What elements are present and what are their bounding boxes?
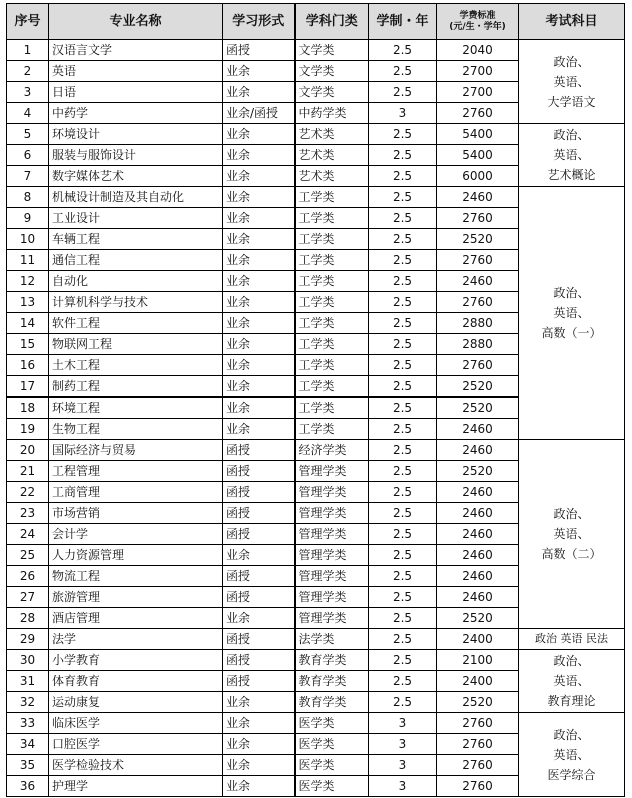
row-number: 11 [7, 250, 49, 271]
major-name: 酒店管理 [49, 608, 223, 629]
duration-years: 2.5 [369, 692, 437, 713]
tuition-fee: 2460 [437, 545, 519, 566]
tuition-fee: 2520 [437, 608, 519, 629]
major-name: 服装与服饰设计 [49, 145, 223, 166]
discipline-category: 管理学类 [295, 503, 369, 524]
exam-subject-line: 艺术概论 [547, 168, 596, 182]
table-container [6, 3, 625, 797]
duration-years: 2.5 [369, 587, 437, 608]
duration-years: 2.5 [369, 124, 437, 145]
discipline-category: 法学类 [295, 629, 369, 650]
tuition-fee: 2460 [437, 271, 519, 292]
tuition-fee: 2460 [437, 482, 519, 503]
study-mode: 函授 [223, 566, 295, 587]
tuition-fee: 2460 [437, 419, 519, 440]
major-name: 工业设计 [49, 208, 223, 229]
row-number: 18 [7, 397, 49, 419]
header-major: 专业名称 [49, 4, 223, 40]
exam-subjects [519, 40, 625, 124]
duration-years: 2.5 [369, 292, 437, 313]
tuition-fee: 2880 [437, 313, 519, 334]
major-name: 市场营销 [49, 503, 223, 524]
major-name: 自动化 [49, 271, 223, 292]
study-mode: 函授 [223, 629, 295, 650]
major-name: 环境设计 [49, 124, 223, 145]
major-name: 数字媒体艺术 [49, 166, 223, 187]
tuition-fee: 2760 [437, 755, 519, 776]
row-number: 10 [7, 229, 49, 250]
duration-years: 2.5 [369, 629, 437, 650]
study-mode: 业余 [223, 713, 295, 734]
discipline-category: 工学类 [295, 376, 369, 398]
duration-years: 2.5 [369, 397, 437, 419]
row-number: 23 [7, 503, 49, 524]
exam-subject-line: 大学语文 [547, 94, 596, 109]
discipline-category: 医学类 [295, 713, 369, 734]
discipline-category: 工学类 [295, 229, 369, 250]
major-name: 通信工程 [49, 250, 223, 271]
exam-subject-line: 高数（二） [541, 547, 602, 561]
row-number: 15 [7, 334, 49, 355]
tuition-fee: 2760 [437, 103, 519, 124]
tuition-fee: 2460 [437, 566, 519, 587]
row-number: 1 [7, 40, 49, 61]
exam-subject-line: 英语、 [553, 674, 590, 688]
study-mode: 函授 [223, 482, 295, 503]
row-number: 6 [7, 145, 49, 166]
row-number: 28 [7, 608, 49, 629]
major-name: 工程管理 [49, 461, 223, 482]
major-name: 运动康复 [49, 692, 223, 713]
discipline-category: 工学类 [295, 208, 369, 229]
row-number: 25 [7, 545, 49, 566]
row-number: 5 [7, 124, 49, 145]
row-number: 22 [7, 482, 49, 503]
duration-years: 2.5 [369, 524, 437, 545]
tuition-fee: 2700 [437, 82, 519, 103]
duration-years: 3 [369, 776, 437, 797]
row-number: 31 [7, 671, 49, 692]
study-mode: 函授 [223, 461, 295, 482]
row-number: 16 [7, 355, 49, 376]
major-name: 小学教育 [49, 650, 223, 671]
tuition-fee: 2700 [437, 61, 519, 82]
tuition-fee: 2760 [437, 292, 519, 313]
study-mode: 业余 [223, 61, 295, 82]
major-name: 国际经济与贸易 [49, 440, 223, 461]
duration-years: 2.5 [369, 229, 437, 250]
study-mode: 业余 [223, 776, 295, 797]
duration-years: 3 [369, 755, 437, 776]
tuition-fee: 2520 [437, 397, 519, 419]
study-mode: 业余 [223, 250, 295, 271]
row-number: 17 [7, 376, 49, 398]
header-mode: 学习形式 [223, 4, 295, 40]
major-name: 日语 [49, 82, 223, 103]
study-mode: 业余 [223, 397, 295, 419]
discipline-category: 中药学类 [295, 103, 369, 124]
exam-subject-line: 政治、 [553, 727, 590, 742]
study-mode: 业余 [223, 166, 295, 187]
study-mode: 业余 [223, 608, 295, 629]
exam-subject-line: 政治、 [553, 286, 590, 300]
discipline-category: 医学类 [295, 755, 369, 776]
major-name: 护理学 [49, 776, 223, 797]
discipline-category: 医学类 [295, 734, 369, 755]
table-row [7, 440, 625, 461]
study-mode: 业余 [223, 145, 295, 166]
duration-years: 2.5 [369, 461, 437, 482]
study-mode: 业余 [223, 355, 295, 376]
tuition-fee: 2520 [437, 229, 519, 250]
header-row [7, 4, 625, 40]
tuition-fee: 2760 [437, 776, 519, 797]
table-body [7, 40, 625, 797]
row-number: 12 [7, 271, 49, 292]
duration-years: 2.5 [369, 671, 437, 692]
discipline-category: 工学类 [295, 334, 369, 355]
exam-subject-line: 政治、 [553, 507, 590, 521]
exam-subject-line: 政治、 [553, 54, 590, 69]
discipline-category: 教育学类 [295, 671, 369, 692]
duration-years: 2.5 [369, 545, 437, 566]
discipline-category: 工学类 [295, 271, 369, 292]
row-number: 36 [7, 776, 49, 797]
study-mode: 业余 [223, 755, 295, 776]
table-row [7, 650, 625, 671]
exam-subjects [519, 629, 625, 650]
exam-subjects [519, 187, 625, 440]
tuition-fee: 5400 [437, 145, 519, 166]
study-mode: 函授 [223, 503, 295, 524]
discipline-category: 管理学类 [295, 524, 369, 545]
duration-years: 2.5 [369, 419, 437, 440]
study-mode: 函授 [223, 524, 295, 545]
study-mode: 业余 [223, 292, 295, 313]
discipline-category: 工学类 [295, 250, 369, 271]
duration-years: 2.5 [369, 566, 437, 587]
row-number: 27 [7, 587, 49, 608]
enrollment-table [6, 3, 625, 797]
discipline-category: 文学类 [295, 82, 369, 103]
study-mode: 业余 [223, 229, 295, 250]
duration-years: 2.5 [369, 145, 437, 166]
row-number: 33 [7, 713, 49, 734]
major-name: 环境工程 [49, 397, 223, 419]
exam-subject-line: 英语、 [553, 747, 590, 762]
study-mode: 业余 [223, 271, 295, 292]
discipline-category: 艺术类 [295, 166, 369, 187]
study-mode: 业余 [223, 419, 295, 440]
duration-years: 2.5 [369, 376, 437, 398]
major-name: 医学检验技术 [49, 755, 223, 776]
discipline-category: 文学类 [295, 40, 369, 61]
major-name: 土木工程 [49, 355, 223, 376]
tuition-fee: 2400 [437, 671, 519, 692]
row-number: 14 [7, 313, 49, 334]
row-number: 2 [7, 61, 49, 82]
major-name: 车辆工程 [49, 229, 223, 250]
duration-years: 2.5 [369, 250, 437, 271]
discipline-category: 艺术类 [295, 124, 369, 145]
duration-years: 2.5 [369, 208, 437, 229]
tuition-fee: 2040 [437, 40, 519, 61]
duration-years: 2.5 [369, 166, 437, 187]
discipline-category: 教育学类 [295, 650, 369, 671]
row-number: 4 [7, 103, 49, 124]
duration-years: 2.5 [369, 334, 437, 355]
major-name: 临床医学 [49, 713, 223, 734]
tuition-fee: 2760 [437, 713, 519, 734]
exam-subjects [519, 713, 625, 797]
discipline-category: 工学类 [295, 419, 369, 440]
major-name: 物流工程 [49, 566, 223, 587]
duration-years: 2.5 [369, 82, 437, 103]
study-mode: 函授 [223, 587, 295, 608]
study-mode: 业余 [223, 187, 295, 208]
study-mode: 业余 [223, 334, 295, 355]
major-name: 人力资源管理 [49, 545, 223, 566]
exam-subject-line: 政治、 [553, 128, 590, 142]
discipline-category: 工学类 [295, 187, 369, 208]
table-row [7, 40, 625, 61]
duration-years: 2.5 [369, 271, 437, 292]
exam-subjects [519, 440, 625, 629]
row-number: 34 [7, 734, 49, 755]
study-mode: 函授 [223, 440, 295, 461]
tuition-fee: 6000 [437, 166, 519, 187]
header-no: 序号 [7, 4, 49, 40]
study-mode: 业余/函授 [223, 103, 295, 124]
major-name: 软件工程 [49, 313, 223, 334]
discipline-category: 管理学类 [295, 587, 369, 608]
tuition-fee: 2460 [437, 587, 519, 608]
exam-subject-line: 英语、 [553, 306, 590, 320]
discipline-category: 经济学类 [295, 440, 369, 461]
row-number: 24 [7, 524, 49, 545]
duration-years: 3 [369, 713, 437, 734]
row-number: 26 [7, 566, 49, 587]
discipline-category: 工学类 [295, 313, 369, 334]
tuition-fee: 2760 [437, 734, 519, 755]
duration-years: 2.5 [369, 440, 437, 461]
row-number: 9 [7, 208, 49, 229]
discipline-category: 管理学类 [295, 461, 369, 482]
tuition-fee: 5400 [437, 124, 519, 145]
major-name: 物联网工程 [49, 334, 223, 355]
row-number: 32 [7, 692, 49, 713]
major-name: 法学 [49, 629, 223, 650]
major-name: 机械设计制造及其自动化 [49, 187, 223, 208]
discipline-category: 教育学类 [295, 692, 369, 713]
tuition-fee: 2400 [437, 629, 519, 650]
discipline-category: 管理学类 [295, 482, 369, 503]
duration-years: 2.5 [369, 503, 437, 524]
study-mode: 函授 [223, 650, 295, 671]
table-row [7, 629, 625, 650]
tuition-fee: 2460 [437, 524, 519, 545]
exam-subject-line: 政治、 [553, 654, 590, 668]
duration-years: 2.5 [369, 355, 437, 376]
study-mode: 函授 [223, 671, 295, 692]
exam-subject-line: 政治 英语 民法 [535, 632, 608, 645]
study-mode: 业余 [223, 313, 295, 334]
discipline-category: 管理学类 [295, 566, 369, 587]
header-subjects: 考试科目 [519, 4, 625, 40]
study-mode: 业余 [223, 376, 295, 398]
major-name: 中药学 [49, 103, 223, 124]
study-mode: 业余 [223, 124, 295, 145]
table-row [7, 124, 625, 145]
header-category: 学科门类 [295, 4, 369, 40]
duration-years: 2.5 [369, 608, 437, 629]
header-duration: 学制・年 [369, 4, 437, 40]
major-name: 制药工程 [49, 376, 223, 398]
row-number: 29 [7, 629, 49, 650]
study-mode: 业余 [223, 734, 295, 755]
table-row [7, 187, 625, 208]
tuition-fee: 2460 [437, 187, 519, 208]
row-number: 30 [7, 650, 49, 671]
row-number: 7 [7, 166, 49, 187]
row-number: 8 [7, 187, 49, 208]
exam-subject-line: 英语、 [553, 527, 590, 541]
duration-years: 2.5 [369, 187, 437, 208]
major-name: 计算机科学与技术 [49, 292, 223, 313]
major-name: 生物工程 [49, 419, 223, 440]
duration-years: 2.5 [369, 40, 437, 61]
row-number: 3 [7, 82, 49, 103]
major-name: 会计学 [49, 524, 223, 545]
exam-subject-line: 教育理论 [547, 694, 596, 708]
exam-subjects [519, 124, 625, 187]
row-number: 13 [7, 292, 49, 313]
study-mode: 业余 [223, 82, 295, 103]
discipline-category: 管理学类 [295, 608, 369, 629]
tuition-fee: 2760 [437, 208, 519, 229]
tuition-fee: 2100 [437, 650, 519, 671]
discipline-category: 工学类 [295, 355, 369, 376]
major-name: 工商管理 [49, 482, 223, 503]
major-name: 汉语言文学 [49, 40, 223, 61]
major-name: 口腔医学 [49, 734, 223, 755]
table-row [7, 713, 625, 734]
row-number: 21 [7, 461, 49, 482]
discipline-category: 艺术类 [295, 145, 369, 166]
discipline-category: 工学类 [295, 397, 369, 419]
exam-subject-line: 高数（一） [541, 326, 602, 340]
discipline-category: 工学类 [295, 292, 369, 313]
tuition-fee: 2760 [437, 355, 519, 376]
header-fee-line2: (元/生・学年) [449, 21, 506, 32]
tuition-fee: 2520 [437, 461, 519, 482]
duration-years: 3 [369, 734, 437, 755]
study-mode: 业余 [223, 208, 295, 229]
exam-subject-line: 英语、 [553, 74, 590, 89]
duration-years: 2.5 [369, 61, 437, 82]
duration-years: 2.5 [369, 650, 437, 671]
header-fee [437, 4, 519, 40]
duration-years: 3 [369, 103, 437, 124]
exam-subject-line: 英语、 [553, 148, 590, 162]
header-fee-line1: 学费标准 [459, 10, 496, 21]
major-name: 英语 [49, 61, 223, 82]
tuition-fee: 2460 [437, 440, 519, 461]
major-name: 旅游管理 [49, 587, 223, 608]
tuition-fee: 2520 [437, 692, 519, 713]
study-mode: 业余 [223, 545, 295, 566]
tuition-fee: 2460 [437, 503, 519, 524]
tuition-fee: 2880 [437, 334, 519, 355]
tuition-fee: 2760 [437, 250, 519, 271]
major-name: 体育教育 [49, 671, 223, 692]
tuition-fee: 2520 [437, 376, 519, 398]
row-number: 35 [7, 755, 49, 776]
row-number: 19 [7, 419, 49, 440]
row-number: 20 [7, 440, 49, 461]
exam-subjects [519, 650, 625, 713]
exam-subject-line: 医学综合 [547, 767, 596, 782]
discipline-category: 管理学类 [295, 545, 369, 566]
discipline-category: 文学类 [295, 61, 369, 82]
study-mode: 函授 [223, 40, 295, 61]
duration-years: 2.5 [369, 313, 437, 334]
discipline-category: 医学类 [295, 776, 369, 797]
study-mode: 业余 [223, 692, 295, 713]
duration-years: 2.5 [369, 482, 437, 503]
